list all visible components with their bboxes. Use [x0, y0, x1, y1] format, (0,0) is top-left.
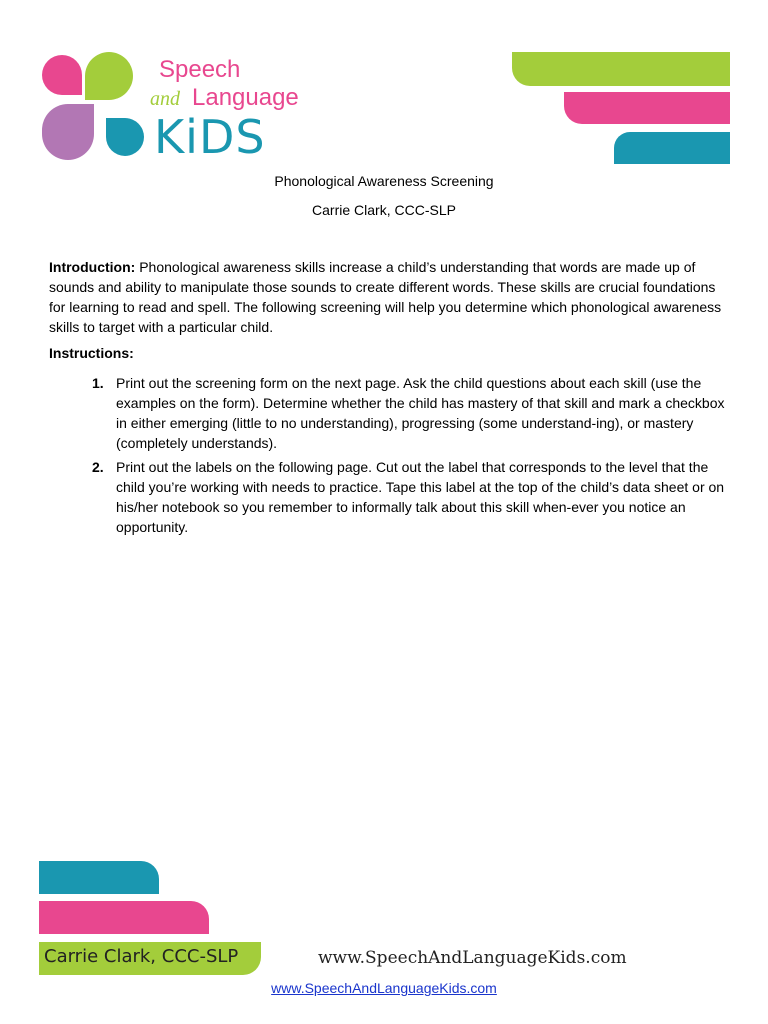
logo-word-speech: Speech — [159, 56, 241, 83]
logo-petal-teal — [106, 118, 144, 156]
logo-petal-purple — [42, 104, 94, 160]
list-item-number: 2. — [92, 459, 104, 475]
logo-petal-green — [85, 52, 133, 100]
introduction-label: Introduction: — [49, 259, 136, 275]
footer-website-text: www.SpeechAndLanguageKids.com — [318, 948, 627, 968]
logo-word-kids: KiDS — [154, 110, 266, 164]
list-item-text: Print out the screening form on the next page. Ask the child questions about each skill (use the examples on the form). Determine whether the child has mastery of that skill and mark a checkbox in either emerging (little to no understanding), progressing (some understand-ing), or mastery (completely understands). — [116, 375, 725, 451]
document-title: Phonological Awareness Screening — [274, 173, 494, 189]
footer-website-link[interactable]: www.SpeechAndLanguageKids.com — [271, 980, 497, 996]
instructions-list — [92, 373, 732, 541]
introduction-paragraph — [49, 257, 729, 337]
brand-logo — [42, 52, 302, 164]
logo-petal-pink — [42, 55, 82, 95]
list-item — [92, 373, 732, 453]
decor-stripe-pink-top — [564, 92, 730, 124]
decor-stripe-teal-top — [614, 132, 730, 164]
list-item-number: 1. — [92, 375, 104, 391]
document-author: Carrie Clark, CCC-SLP — [312, 202, 456, 218]
footer-author-name: Carrie Clark, CCC-SLP — [44, 946, 239, 967]
decor-stripe-teal-bottom — [39, 861, 159, 894]
instructions-heading: Instructions: — [49, 345, 134, 361]
logo-word-language: Language — [192, 84, 299, 111]
decor-stripe-pink-bottom — [39, 901, 209, 934]
list-item-text: Print out the labels on the following page. Cut out the label that corresponds to the level that the child you’re working with needs to practice. Tape this label at the top of the child’s data sheet or on his/her notebook so you remember to informally talk about this skill when-ever you notice an opportunity. — [116, 459, 725, 535]
list-item — [92, 457, 732, 537]
introduction-text: Phonological awareness skills increase a child’s understanding that words are made up of sounds and ability to manipulate those sounds to create different words. These skills are crucial foundations for learning to read and spell. The following screening will help you determine which phonological awareness skills to target with a particular child. — [49, 259, 722, 335]
decor-stripe-green-top — [512, 52, 730, 86]
logo-word-and: and — [150, 88, 180, 110]
